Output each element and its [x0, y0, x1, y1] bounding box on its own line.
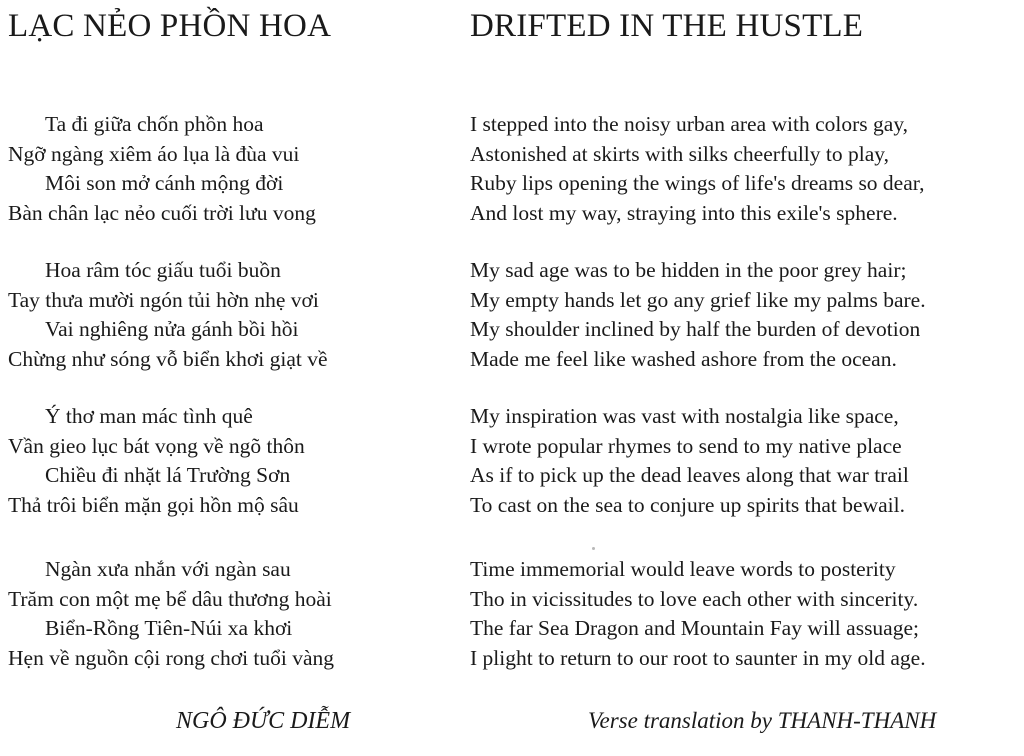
poem-line: Ngỡ ngàng xiêm áo lụa là đùa vui — [8, 141, 300, 166]
poem-line: My sad age was to be hidden in the poor grey hair; — [470, 258, 907, 282]
poem-line: Ý thơ man mác tình quê — [45, 404, 253, 428]
poem-line: As if to pick up the dead leaves along that war trail — [470, 463, 909, 487]
poem-line: To cast on the sea to conjure up spirits that bewail. — [470, 492, 905, 517]
poem-line: My inspiration was vast with nostalgia like space, — [470, 404, 899, 428]
poem-line: Ngàn xưa nhắn với ngàn sau — [45, 557, 291, 581]
poem-line: Vai nghiêng nửa gánh bồi hồi — [45, 317, 299, 341]
poem-line: Tay thưa mười ngón tủi hờn nhẹ vơi — [8, 287, 319, 312]
poem-line: Thả trôi biển mặn gọi hồn mộ sâu — [8, 492, 299, 517]
poem-line: My empty hands let go any grief like my palms bare. — [470, 287, 926, 312]
vietnamese-title: LẠC NẺO PHỒN HOA — [8, 8, 332, 44]
poem-line: Trăm con một mẹ bể dâu thương hoài — [8, 586, 332, 611]
translation-credit-prefix: Verse translation by — [588, 708, 778, 733]
poem-line: My shoulder inclined by half the burden of devotion — [470, 317, 921, 341]
poem-line: I stepped into the noisy urban area with colors gay, — [470, 112, 909, 136]
vietnamese-stanza-4 — [8, 555, 334, 673]
poem-line: Made me feel like washed ashore from the ocean. — [470, 346, 897, 371]
poem-line: The far Sea Dragon and Mountain Fay will assuage; — [470, 616, 919, 640]
poem-line: Hoa râm tóc giấu tuổi buồn — [45, 258, 281, 282]
poem-line: I plight to return to our root to saunter in my old age. — [470, 645, 926, 670]
speck-mark — [592, 547, 595, 550]
english-stanza-4 — [470, 555, 926, 673]
poem-line: I wrote popular rhymes to send to my native place — [470, 433, 902, 458]
poem-line: Ruby lips opening the wings of life's dreams so dear, — [470, 171, 925, 195]
english-stanza-2 — [470, 256, 926, 374]
english-stanza-3 — [470, 402, 909, 520]
poem-line: Biển-Rồng Tiên-Núi xa khơi — [45, 616, 293, 640]
vietnamese-stanza-2 — [8, 256, 328, 374]
vietnamese-stanza-3 — [8, 402, 305, 520]
poem-line: Môi son mở cánh mộng đời — [45, 171, 284, 195]
poem-line: Bàn chân lạc nẻo cuối trời lưu vong — [8, 200, 316, 225]
poem-line: And lost my way, straying into this exile's sphere. — [470, 200, 898, 225]
poem-line: Ta đi giữa chốn phồn hoa — [45, 112, 264, 136]
poem-line: Chừng như sóng vỗ biển khơi giạt về — [8, 346, 328, 371]
poem-line: Chiều đi nhặt lá Trường Sơn — [45, 463, 291, 487]
vietnamese-stanza-1 — [8, 110, 316, 228]
poem-line: Tho in vicissitudes to love each other with sincerity. — [470, 586, 919, 611]
author-name: NGÔ ĐỨC DIỄM — [176, 708, 351, 734]
poem-line: Vần gieo lục bát vọng về ngõ thôn — [8, 433, 305, 458]
english-title: DRIFTED IN THE HUSTLE — [470, 8, 864, 44]
poem-line: Hẹn về nguồn cội rong chơi tuổi vàng — [8, 645, 335, 670]
translator-name: THANH-THANH — [777, 708, 937, 733]
poem-line: Astonished at skirts with silks cheerfully to play, — [470, 141, 889, 166]
translation-credit — [588, 708, 936, 734]
english-stanza-1 — [470, 110, 924, 228]
poem-line: Time immemorial would leave words to posterity — [470, 557, 896, 581]
